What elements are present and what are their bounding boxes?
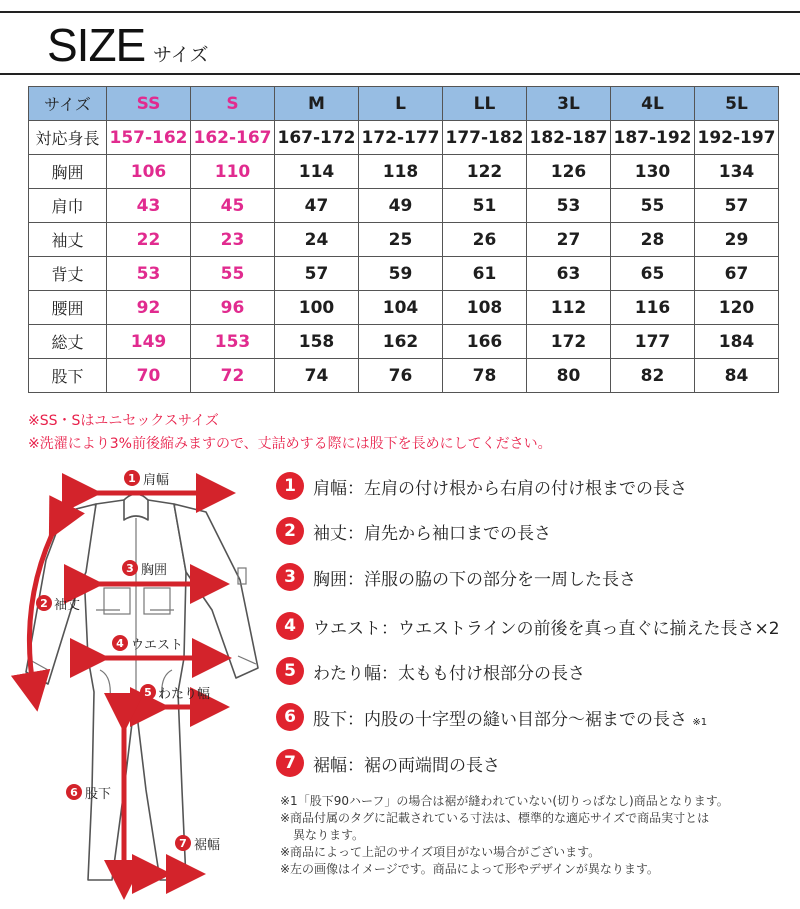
header-top-rule (0, 11, 800, 13)
table-cell: 49 (359, 189, 443, 223)
table-cell: 59 (359, 257, 443, 291)
label-3-num: 3 (126, 562, 134, 575)
label-5-num: 5 (144, 686, 152, 699)
legend-text (313, 705, 707, 730)
table-cell: 53 (107, 257, 191, 291)
coverall-diagram (0, 460, 275, 909)
table-cell: 22 (107, 223, 191, 257)
page-subtitle: サイズ (153, 44, 209, 66)
table-cell: 61 (443, 257, 527, 291)
table-cell: 28 (611, 223, 695, 257)
table-cell: 92 (107, 291, 191, 325)
row-header: 胸囲 (29, 155, 107, 189)
table-cell: 43 (107, 189, 191, 223)
table-cell: 182-187 (527, 121, 611, 155)
row-header: 腰囲 (29, 291, 107, 325)
table-cell: 106 (107, 155, 191, 189)
table-cell: 122 (443, 155, 527, 189)
table-cell: 162 (359, 325, 443, 359)
table-cell: 65 (611, 257, 695, 291)
table-cell: 72 (191, 359, 275, 393)
table-cell: 104 (359, 291, 443, 325)
footnote: ※1「股下90ハーフ」の場合は裾が縫われていない(切りっぱなし)商品となります。 (280, 794, 729, 808)
table-cell: 96 (191, 291, 275, 325)
table-cell: 67 (695, 257, 779, 291)
column-header: 5L (695, 87, 779, 121)
table-cell: 24 (275, 223, 359, 257)
table-cell: 126 (527, 155, 611, 189)
label-7 (175, 835, 220, 853)
table-cell: 27 (527, 223, 611, 257)
label-7-text: 裾幅 (194, 838, 221, 853)
row-header: 袖丈 (29, 223, 107, 257)
table-cell: 82 (611, 359, 695, 393)
footnotes (280, 793, 729, 878)
table-cell: 70 (107, 359, 191, 393)
table-cell: 26 (443, 223, 527, 257)
row-header: 股下 (29, 359, 107, 393)
legend-number-badge: 6 (276, 703, 304, 731)
table-cell: 167-172 (275, 121, 359, 155)
table-cell: 153 (191, 325, 275, 359)
label-1-num: 1 (128, 472, 136, 485)
table-cell: 84 (695, 359, 779, 393)
table-cell: 120 (695, 291, 779, 325)
label-2-num: 2 (40, 597, 48, 610)
table-cell: 80 (527, 359, 611, 393)
table-cell: 177-182 (443, 121, 527, 155)
label-2-text: 袖丈 (54, 598, 81, 613)
column-header: 3L (527, 87, 611, 121)
table-row (29, 291, 779, 325)
footnote: ※商品付属のタグに記載されている寸法は、標準的な適応サイズで商品実寸とは (280, 811, 710, 825)
table-cell: 112 (527, 291, 611, 325)
page-title: SIZE (47, 19, 146, 71)
legend-number-badge: 7 (276, 749, 304, 777)
column-header: S (191, 87, 275, 121)
table-cell: 74 (275, 359, 359, 393)
table-cell: 149 (107, 325, 191, 359)
table-cell: 166 (443, 325, 527, 359)
row-header: 背丈 (29, 257, 107, 291)
label-6-text: 股下 (85, 787, 112, 802)
table-header-row (29, 87, 779, 121)
label-7-num: 7 (179, 837, 187, 850)
table-cell: 110 (191, 155, 275, 189)
legend-number-badge: 1 (276, 472, 304, 500)
unisex-note: ※SS・Sはユニセックスサイズ (28, 413, 219, 429)
legend-number-badge: 2 (276, 517, 304, 545)
table-cell: 45 (191, 189, 275, 223)
table-cell: 116 (611, 291, 695, 325)
table-cell: 57 (695, 189, 779, 223)
label-1 (124, 470, 169, 488)
table-cell: 100 (275, 291, 359, 325)
table-cell: 130 (611, 155, 695, 189)
table-cell: 158 (275, 325, 359, 359)
label-5 (140, 684, 210, 702)
label-5-text: わたり幅 (158, 687, 211, 702)
legend-text: ウエスト：ウエストラインの前後を真っ直ぐに揃えた長さ×2 (313, 619, 780, 639)
table-cell: 57 (275, 257, 359, 291)
shrink-note: ※洗濯により3%前後縮みますので、丈詰めする際には股下を長めにしてください。 (28, 436, 552, 452)
table-cell: 187-192 (611, 121, 695, 155)
label-3-text: 胸囲 (141, 563, 168, 578)
table-cell: 114 (275, 155, 359, 189)
legend-footnote-ref: ※1 (692, 717, 708, 728)
table-cell: 76 (359, 359, 443, 393)
table-cell: 47 (275, 189, 359, 223)
column-header: SS (107, 87, 191, 121)
legend-number-badge: 5 (276, 657, 304, 685)
row-header: 対応身長 (29, 121, 107, 155)
table-cell: 184 (695, 325, 779, 359)
label-2 (36, 595, 80, 613)
table-cell: 55 (611, 189, 695, 223)
table-cell: 29 (695, 223, 779, 257)
table-row (29, 155, 779, 189)
column-header: 4L (611, 87, 695, 121)
table-row (29, 223, 779, 257)
table-cell: 51 (443, 189, 527, 223)
table-cell: 157-162 (107, 121, 191, 155)
table-row (29, 325, 779, 359)
legend-number-badge: 4 (276, 612, 304, 640)
size-table (28, 86, 779, 393)
label-4 (112, 635, 183, 653)
table-cell: 55 (191, 257, 275, 291)
table-cell: 25 (359, 223, 443, 257)
legend-text: 肩幅：左肩の付け根から右肩の付け根までの長さ (313, 479, 687, 499)
legend-text: 袖丈：肩先から袖口までの長さ (313, 524, 551, 544)
row-header: 肩巾 (29, 189, 107, 223)
table-cell: 63 (527, 257, 611, 291)
table-row (29, 257, 779, 291)
label-1-text: 肩幅 (143, 473, 170, 488)
table-cell: 177 (611, 325, 695, 359)
table-row (29, 121, 779, 155)
footnote: ※商品によって上記のサイズ項目がない場合がございます。 (280, 845, 601, 859)
footnote: ※左の画像はイメージです。商品によって形やデザインが異なります。 (280, 862, 659, 876)
column-header: M (275, 87, 359, 121)
legend-text-main: 股下：内股の十字型の縫い目部分～裾までの長さ (313, 710, 687, 730)
legend-text: わたり幅：太もも付け根部分の長さ (313, 664, 585, 684)
table-cell: 192-197 (695, 121, 779, 155)
table-row (29, 189, 779, 223)
legend-text: 裾幅：裾の両端間の長さ (313, 756, 500, 776)
column-header: サイズ (29, 87, 107, 121)
column-header: LL (443, 87, 527, 121)
table-row (29, 359, 779, 393)
legend-number-badge: 3 (276, 563, 304, 591)
column-header: L (359, 87, 443, 121)
table-cell: 53 (527, 189, 611, 223)
table-cell: 118 (359, 155, 443, 189)
table-cell: 23 (191, 223, 275, 257)
label-3 (122, 560, 167, 578)
table-cell: 134 (695, 155, 779, 189)
label-4-num: 4 (116, 637, 124, 650)
footnote-continuation: 異なります。 (293, 828, 365, 842)
row-header: 総丈 (29, 325, 107, 359)
label-6 (66, 784, 111, 802)
table-cell: 172 (527, 325, 611, 359)
table-cell: 172-177 (359, 121, 443, 155)
table-cell: 162-167 (191, 121, 275, 155)
table-cell: 108 (443, 291, 527, 325)
legend-text: 胸囲：洋服の脇の下の部分を一周した長さ (313, 570, 636, 590)
label-4-text: ウエスト (131, 638, 184, 653)
header-bottom-rule (0, 73, 800, 75)
label-6-num: 6 (70, 786, 78, 799)
table-cell: 78 (443, 359, 527, 393)
